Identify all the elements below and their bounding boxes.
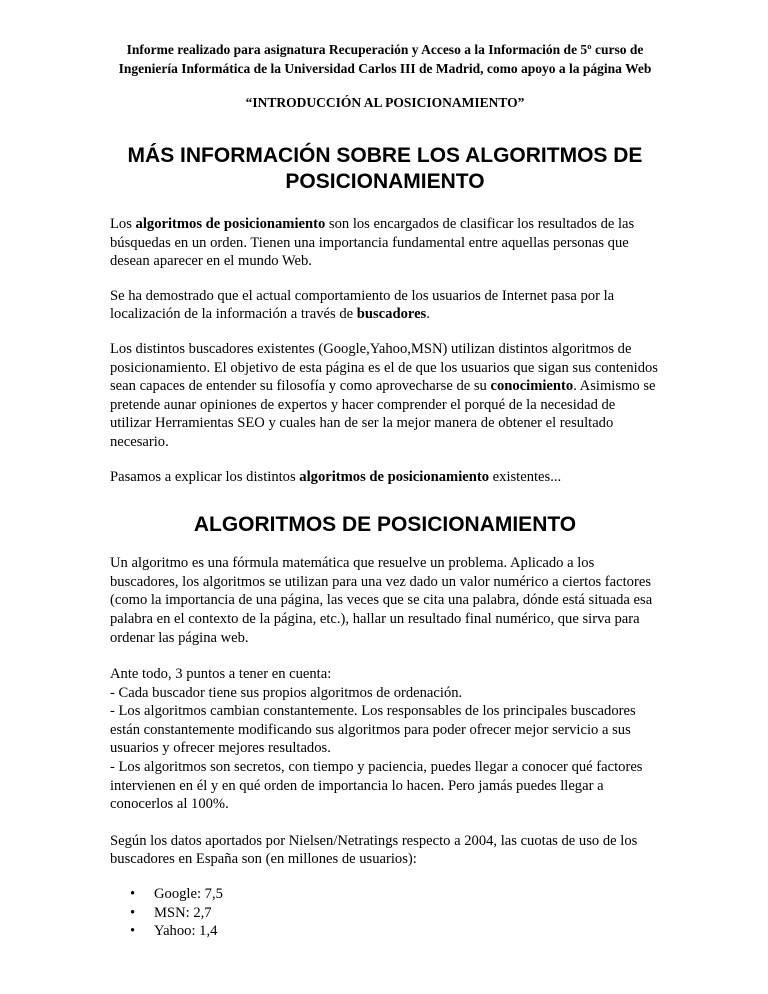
section-title-algorithms: ALGORITMOS DE POSICIONAMIENTO (193, 513, 577, 537)
bullet-icon: • (130, 923, 136, 940)
key-point-3: - Los algoritmos son secretos, con tiempo y paciencia, puedes llegar a conocer qué factores intervienen en él y en qué orden de importancia lo hacen. Pero jamás puedes llegar a conocerlos al 100%. (110, 759, 643, 813)
bold-term: algoritmos de posicionamiento (299, 468, 490, 485)
key-points-intro: Ante todo, 3 puntos a tener en cuenta: (110, 666, 332, 683)
report-subtitle: “INTRODUCCIÓN AL POSICIONAMIENTO” (245, 95, 525, 110)
paragraph-algorithm-definition: Un algoritmo es una fórmula matemática que resuelve un problema. Aplicado a los buscadores, los algoritmos se utilizan para una vez dado un valor numérico a ciertos factores (como la importancia de una página, las veces que se cita una palabra, dónde está situada esa palabra en el contexto de la página, etc.), hallar un resultado final numérico, que sirva para ordenar las página web. (110, 555, 653, 646)
document-page (110, 0, 660, 941)
paragraph-user-behavior: Se ha demostrado que el actual comportamiento de los usuarios de Internet pasa por la localización de la información a través de buscadores. (110, 287, 615, 323)
bullet-icon: • (130, 904, 136, 921)
key-point-1: - Cada buscador tiene sus propios algoritmos de ordenación. (110, 684, 463, 701)
list-item: • Google: 7,5 (130, 886, 223, 903)
bold-term: conocimiento (490, 378, 574, 395)
list-item: • MSN: 2,7 (130, 904, 212, 921)
paragraph-objective: Los distintos buscadores existentes (Google,Yahoo,MSN) utilizan distintos algoritmos de posicionamiento. El objetivo de esta página es el de que los usuarios que sigan sus contenidos sean capaces de entender su filosofía y como aprovecharse de su conocimiento. Asimismo se pretende aunar opiniones de expertos y hacer comprender el porqué de la necesidad de utilizar Herramientas SEO y cuales han de ser la mejor manera de obtener el resultado necesario. (110, 340, 658, 450)
bullet-icon: • (130, 886, 136, 903)
bold-term: buscadores (356, 306, 427, 323)
paragraph-key-points (110, 665, 660, 814)
report-header: Informe realizado para asignatura Recuperación y Acceso a la Información de 5º curso de Ingeniería Informática de la Universidad Carlos III de Madrid, como apoyo a la página Web (118, 42, 652, 76)
bold-term: algoritmos de posicionamiento (135, 216, 326, 232)
section-title-more-info: MÁS INFORMACIÓN SOBRE LOS ALGORITMOS DE POSICIONAMIENTO (127, 144, 643, 193)
paragraph-algorithms-definition: Los algoritmos de posicionamiento son los encargados de clasificar los resultados de las búsquedas en un orden. Tienen una importancia fundamental entre aquellas personas que desean aparecer en el mundo Web. (110, 216, 635, 270)
key-point-2: - Los algoritmos cambian constantemente. Los responsables de los principales buscadores están constantemente modificando sus algoritmos para poder ofrecer mejor servicio a sus usuarios y ofrecer mejores resultados. (110, 703, 636, 757)
search-engine-usage-list (110, 885, 660, 941)
paragraph-usage-stats: Según los datos aportados por Nielsen/Netratings respecto a 2004, las cuotas de uso de los buscadores en España son (en millones de usuarios): (110, 832, 638, 868)
list-item: • Yahoo: 1,4 (130, 923, 218, 940)
paragraph-explain: Pasamos a explicar los distintos algoritmos de posicionamiento existentes... (110, 468, 562, 485)
